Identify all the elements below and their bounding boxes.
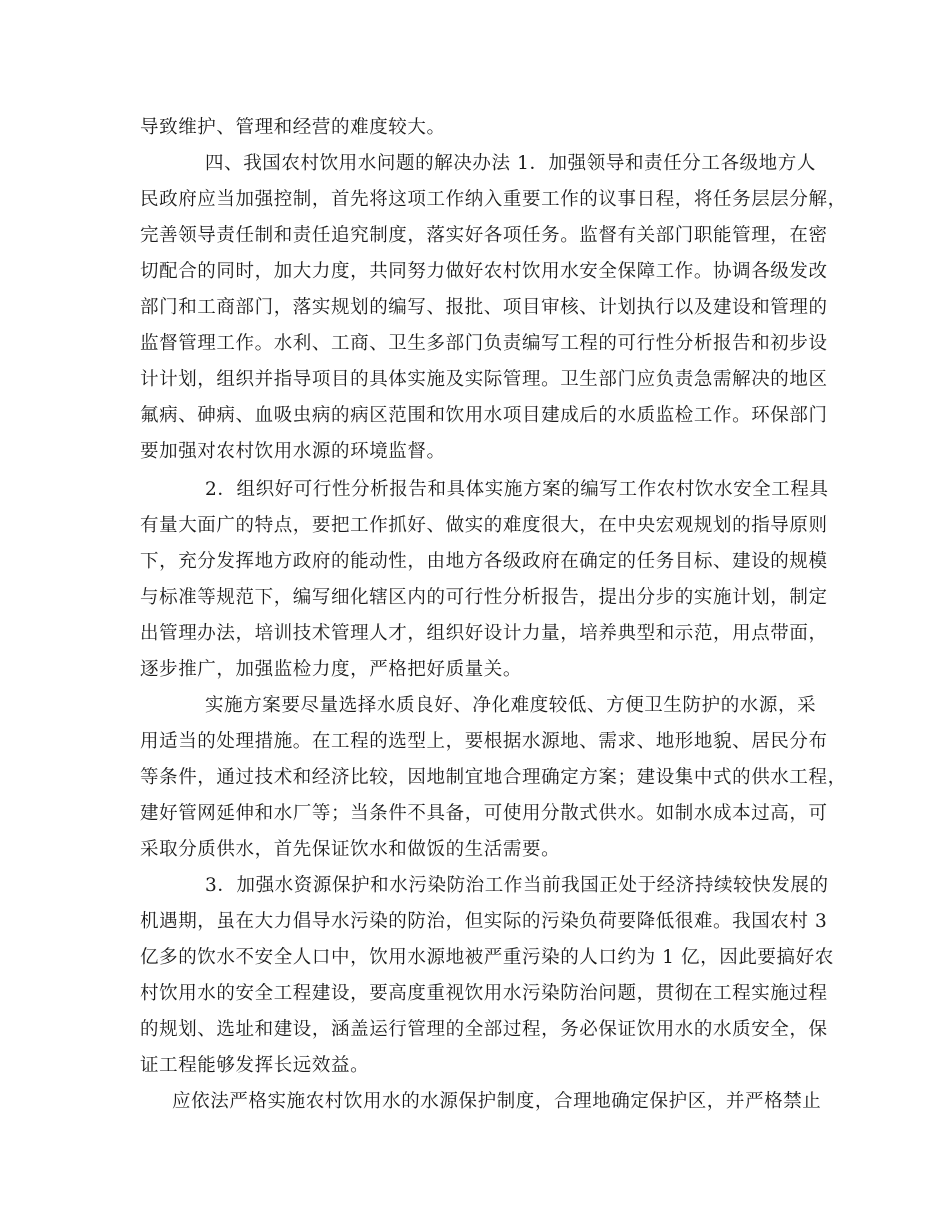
text-line: 机遇期，虽在大力倡导水污染的防治，但实际的污染负荷要降低很难。我国农村 3 xyxy=(140,911,828,932)
text-line: 监督管理工作。水利、工商、卫生多部门负责编写工程的可行性分析报告和初步设 xyxy=(140,333,828,354)
text-line: 导致维护、管理和经营的难度较大。 xyxy=(140,117,446,138)
text-line: 的规划、选址和建设，涵盖运行管理的全部过程，务必保证饮用水的水质安全，保 xyxy=(140,1019,828,1040)
text-line: 证工程能够发挥长远效益。 xyxy=(140,1055,370,1076)
text-line: 要加强对农村饮用水源的环境监督。 xyxy=(140,441,446,462)
text-line: 下，充分发挥地方政府的能动性，由地方各级政府在确定的任务目标、建设的规模 xyxy=(140,551,828,572)
text-line: 应依法严格实施农村饮用水的水源保护制度，合理地确定保护区，并严格禁止 xyxy=(172,1091,822,1112)
text-line: 四、我国农村饮用水问题的解决办法 1．加强领导和责任分工各级地方人 xyxy=(205,153,816,174)
text-line: 逐步推广，加强监检力度，严格把好质量关。 xyxy=(140,659,523,680)
text-line: 亿多的饮水不安全人口中，饮用水源地被严重污染的人口约为 1 亿，因此要搞好农 xyxy=(140,947,834,968)
text-line: 采取分质供水，首先保证饮水和做饭的生活需要。 xyxy=(140,839,561,860)
text-line: 切配合的同时，加大力度，共同努力做好农村饮用水安全保障工作。协调各级发改 xyxy=(140,261,828,282)
text-line: 3．加强水资源保护和水污染防治工作当前我国正处于经济持续较快发展的 xyxy=(205,875,829,896)
text-line: 部门和工商部门，落实规划的编写、报批、项目审核、计划执行以及建设和管理的 xyxy=(140,297,828,318)
text-line: 用适当的处理措施。在工程的选型上，要根据水源地、需求、地形地貌、居民分布 xyxy=(140,731,828,752)
text-line: 建好管网延伸和水厂等；当条件不具备，可使用分散式供水。如制水成本过高，可 xyxy=(140,803,828,824)
text-line: 完善领导责任制和责任追究制度，落实好各项任务。监督有关部门职能管理，在密 xyxy=(140,225,828,246)
text-line: 实施方案要尽量选择水质良好、净化难度较低、方便卫生防护的水源，采 xyxy=(205,695,817,716)
text-line: 村饮用水的安全工程建设，要高度重视饮用水污染防治问题，贯彻在工程实施过程 xyxy=(140,983,828,1004)
text-line: 氟病、砷病、血吸虫病的病区范围和饮用水项目建成后的水质监检工作。环保部门 xyxy=(140,405,828,426)
text-line: 计计划，组织并指导项目的具体实施及实际管理。卫生部门应负责急需解决的地区 xyxy=(140,369,828,390)
text-line: 出管理办法，培训技术管理人才，组织好设计力量，培养典型和示范，用点带面， xyxy=(140,623,828,644)
text-line: 与标准等规范下，编写细化辖区内的可行性分析报告，提出分步的实施计划，制定 xyxy=(140,587,828,608)
text-line: 等条件，通过技术和经济比较，因地制宜地合理确定方案；建设集中式的供水工程， xyxy=(140,767,847,788)
text-line: 有量大面广的特点，要把工作抓好、做实的难度很大，在中央宏观规划的指导原则 xyxy=(140,515,828,536)
text-line: 2．组织好可行性分析报告和具体实施方案的编写工作农村饮水安全工程具 xyxy=(205,479,829,500)
text-line: 民政府应当加强控制，首先将这项工作纳入重要工作的议事日程，将任务层层分解， xyxy=(140,189,847,210)
